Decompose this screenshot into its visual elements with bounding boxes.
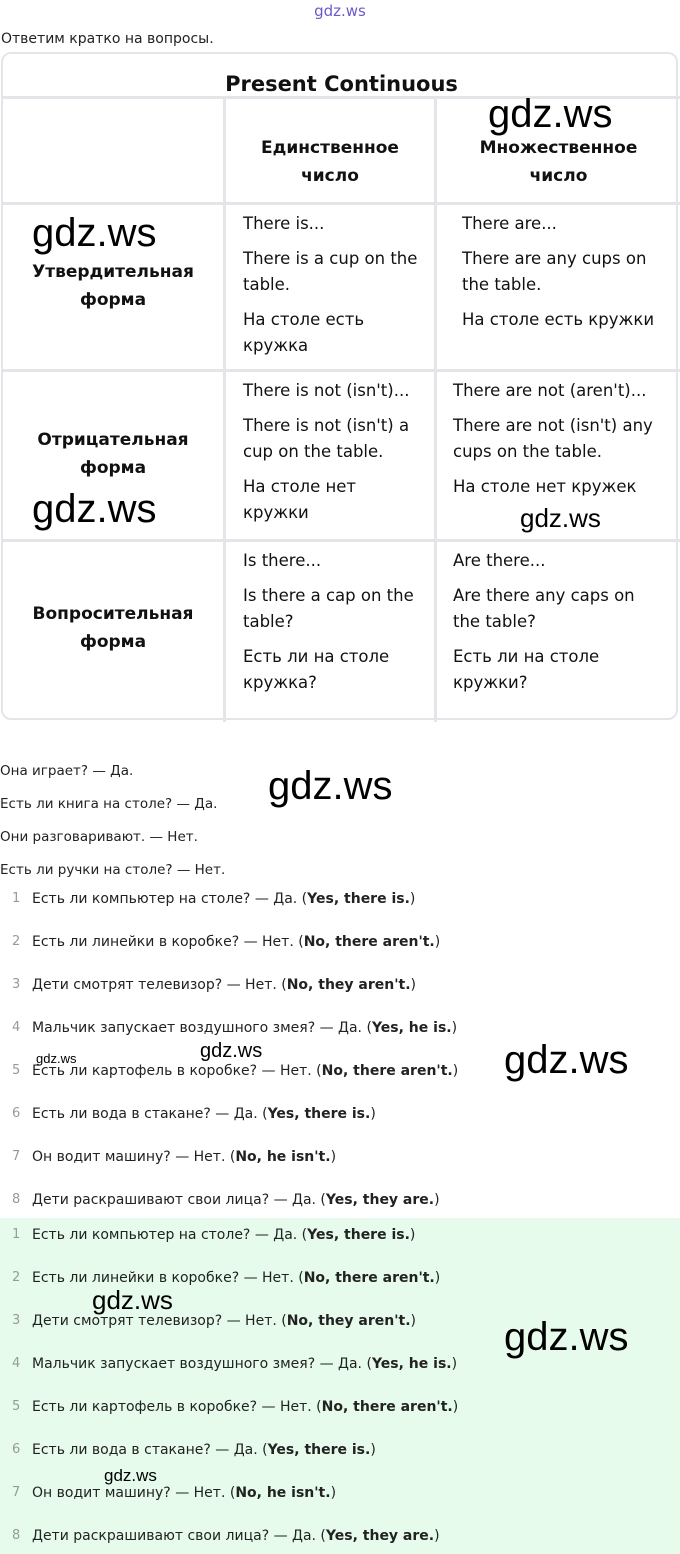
list-item: 6 Есть ли вода в стакане? — Да. (Yes, there is.) xyxy=(12,1106,376,1122)
question-plural: Are there... Are there any caps on the table? Есть ли на столе кружки? xyxy=(453,551,635,692)
highlighted-answer-block xyxy=(0,1218,680,1554)
list-item: 6 Есть ли вода в стакане? — Да. (Yes, there is.) xyxy=(12,1442,376,1458)
grammar-table-image xyxy=(1,52,678,720)
watermark: gdz.ws xyxy=(200,1040,263,1062)
short-answer: Есть ли книга на столе? — Да. xyxy=(0,796,218,812)
list-item: 3 Дети смотрят телевизор? — Нет. (No, they aren't.) xyxy=(12,977,416,993)
header-plural: Множественное число xyxy=(479,138,638,186)
watermark: gdz.ws xyxy=(488,92,613,136)
watermark: gdz.ws xyxy=(92,1285,173,1315)
list-item: 7 Он водит машину? — Нет. (No, he isn't.) xyxy=(12,1149,337,1165)
list-item: 1 Есть ли компьютер на столе? — Да. (Yes, there is.) xyxy=(12,891,416,907)
watermark: gdz.ws xyxy=(32,211,157,255)
negative-plural: There are not (aren't)... There are not (isn't) any cups on the table. На столе нет кружек xyxy=(453,381,653,496)
site-link[interactable]: gdz.ws xyxy=(314,2,366,20)
short-answer: Есть ли ручки на столе? — Нет. xyxy=(0,862,226,878)
watermark: gdz.ws xyxy=(520,503,601,533)
list-item: 8 Дети раскрашивают свои лица? — Да. (Yes, they are.) xyxy=(12,1192,440,1208)
list-item: 5 Есть ли картофель в коробке? — Нет. (No, there aren't.) xyxy=(12,1399,459,1415)
watermark: gdz.ws xyxy=(104,1466,157,1485)
short-answer: Она играет? — Да. xyxy=(0,763,134,779)
row-question-head: Вопросительная форма xyxy=(32,604,194,652)
list-item: 1 Есть ли компьютер на столе? — Да. (Yes, there is.) xyxy=(12,1227,416,1243)
list-item: 7 Он водит машину? — Нет. (No, he isn't.) xyxy=(12,1485,337,1501)
list-item: 4 Мальчик запускает воздушного змея? — Да. (Yes, he is.) xyxy=(12,1020,458,1036)
list-item: 2 Есть ли линейки в коробке? — Нет. (No, there aren't.) xyxy=(12,1270,441,1286)
list-item: 2 Есть ли линейки в коробке? — Нет. (No, there aren't.) xyxy=(12,934,441,950)
grammar-title: Present Continuous xyxy=(225,72,458,96)
watermark: gdz.ws xyxy=(268,764,393,808)
header-singular: Единственное число xyxy=(261,138,399,186)
negative-singular: There is not (isn't)... There is not (isn't) a cup on the table. На столе нет кружки xyxy=(243,381,410,522)
watermark: gdz.ws xyxy=(504,1038,629,1082)
row-negative-head: Отрицательная форма xyxy=(37,430,189,478)
intro-text: Ответим кратко на вопросы. xyxy=(1,31,214,47)
question-singular: Is there... Is there a cap on the table? Есть ли на столе кружка? xyxy=(243,551,414,692)
watermark: gdz.ws xyxy=(36,1051,77,1066)
watermark: gdz.ws xyxy=(504,1315,629,1359)
list-item: 4 Мальчик запускает воздушного змея? — Да. (Yes, he is.) xyxy=(12,1356,458,1372)
affirmative-singular: There is... There is a cup on the table. На столе есть кружка xyxy=(243,214,418,355)
short-answer: Они разговаривают. — Нет. xyxy=(0,829,198,845)
watermark: gdz.ws xyxy=(32,487,157,531)
list-item: 3 Дети смотрят телевизор? — Нет. (No, they aren't.) xyxy=(12,1313,416,1329)
list-item: 5 Есть ли картофель в коробке? — Нет. (No, there aren't.) xyxy=(12,1063,459,1079)
affirmative-plural: There are... There are any cups on the table. На столе есть кружки xyxy=(462,214,655,329)
row-affirmative-head: Утвердительная форма xyxy=(32,262,194,310)
grammar-table xyxy=(1,96,680,722)
list-item: 8 Дети раскрашивают свои лица? — Да. (Yes, they are.) xyxy=(12,1528,440,1544)
